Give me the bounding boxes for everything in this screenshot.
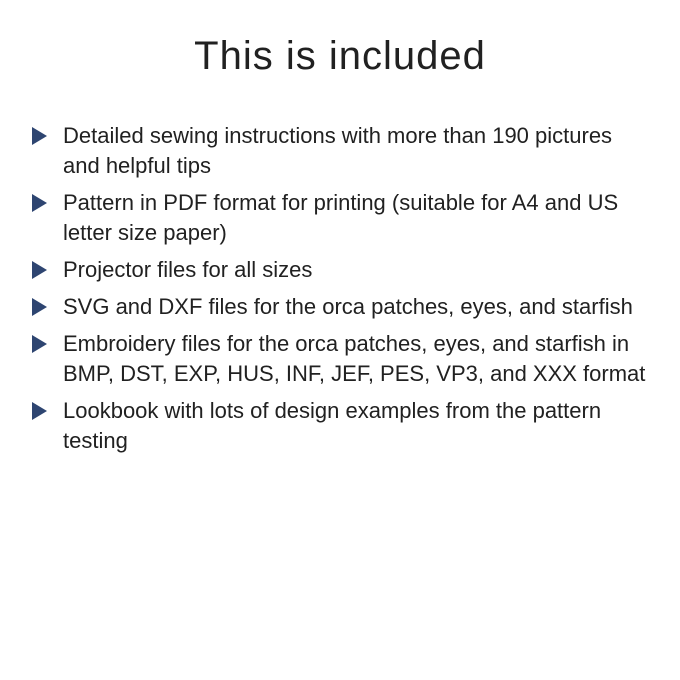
page-title: This is included — [194, 34, 486, 78]
triangle-bullet-icon — [32, 298, 47, 316]
triangle-bullet-icon — [32, 261, 47, 279]
list-item — [32, 396, 656, 456]
list-item — [32, 329, 656, 389]
triangle-bullet-icon — [32, 127, 47, 145]
triangle-bullet-icon — [32, 402, 47, 420]
list-item — [32, 292, 656, 322]
list-item — [32, 255, 656, 285]
triangle-bullet-icon — [32, 335, 47, 353]
list-item-text: SVG and DXF files for the orca patches, eyes, and starfish — [63, 294, 633, 319]
list-item-text: Projector files for all sizes — [63, 257, 313, 282]
list-item-text: Detailed sewing instructions with more than 190 pictures and helpful tips — [63, 123, 613, 178]
included-list — [32, 121, 656, 456]
list-item-text: Lookbook with lots of design examples from the pattern testing — [63, 398, 602, 453]
list-item-text: Pattern in PDF format for printing (suitable for A4 and US letter size paper) — [63, 190, 619, 245]
list-item — [32, 188, 656, 248]
slide — [0, 34, 680, 680]
triangle-bullet-icon — [32, 194, 47, 212]
list-item-text: Embroidery files for the orca patches, eyes, and starfish in BMP, DST, EXP, HUS, INF, JEF, PES, VP3, and XXX format — [63, 331, 646, 386]
list-item — [32, 121, 656, 181]
